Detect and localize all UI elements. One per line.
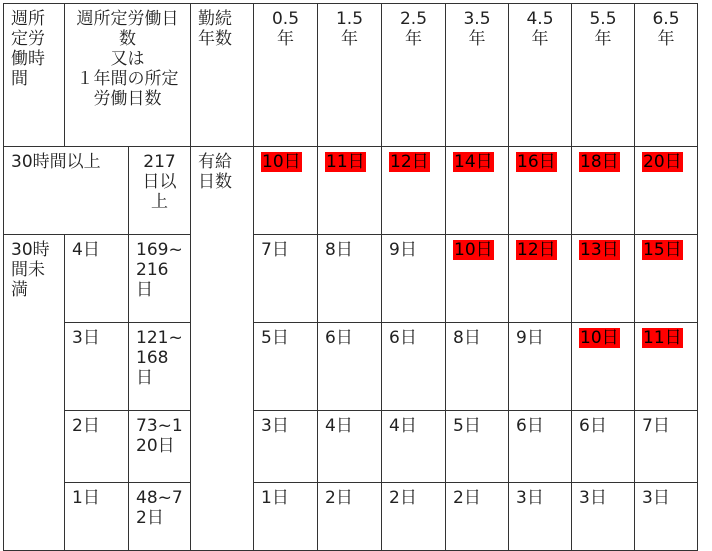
table-row: [4, 323, 698, 411]
header-year: 2.5 年: [382, 4, 446, 147]
cell-value: 7日: [635, 411, 698, 483]
cell-value: 12日: [382, 147, 446, 235]
cell-value: 6日: [318, 323, 382, 411]
cell-value: 3日: [572, 483, 635, 551]
cell-value: 13日: [572, 235, 635, 323]
weekly-days: 4日: [65, 235, 129, 323]
days-217plus: 217日以上: [129, 147, 191, 235]
header-years-label: 勤続年数: [191, 4, 254, 147]
annual-days: 48~72日: [129, 483, 191, 551]
annual-days: 73~120日: [129, 411, 191, 483]
header-year: 1.5 年: [318, 4, 382, 147]
paid-leave-table: [3, 3, 698, 551]
paid-days-label: 有給日数: [191, 147, 254, 551]
cell-value: 6日: [382, 323, 446, 411]
cell-value: 9日: [382, 235, 446, 323]
header-year: 6.5 年: [635, 4, 698, 147]
cell-value: 15日: [635, 235, 698, 323]
cell-value: 3日: [635, 483, 698, 551]
table-row: [4, 147, 698, 235]
hours-under30: 30時間未満: [4, 235, 65, 551]
table-row: [4, 483, 698, 551]
cell-value: 3日: [254, 411, 318, 483]
annual-days: 169~216日: [129, 235, 191, 323]
cell-value: 11日: [635, 323, 698, 411]
header-year: 0.5 年: [254, 4, 318, 147]
annual-days: 121~168日: [129, 323, 191, 411]
cell-value: 14日: [446, 147, 509, 235]
weekly-days: 2日: [65, 411, 129, 483]
cell-value: 7日: [254, 235, 318, 323]
cell-value: 10日: [572, 323, 635, 411]
cell-value: 10日: [446, 235, 509, 323]
weekly-days: 1日: [65, 483, 129, 551]
cell-value: 16日: [509, 147, 572, 235]
cell-value: 9日: [509, 323, 572, 411]
cell-value: 6日: [572, 411, 635, 483]
cell-value: 8日: [446, 323, 509, 411]
cell-value: 5日: [254, 323, 318, 411]
cell-value: 12日: [509, 235, 572, 323]
cell-value: 6日: [509, 411, 572, 483]
header-year: 3.5 年: [446, 4, 509, 147]
cell-value: 18日: [572, 147, 635, 235]
cell-value: 8日: [318, 235, 382, 323]
hours-30plus: 30時間以上: [4, 147, 129, 235]
cell-value: 20日: [635, 147, 698, 235]
cell-value: 11日: [318, 147, 382, 235]
header-weekly-days: 週所定労働日数 又は １年間の所定労働日数: [65, 4, 191, 147]
cell-value: 2日: [318, 483, 382, 551]
table-row: [4, 411, 698, 483]
header-weekly-hours: 週所定労働時間: [4, 4, 65, 147]
weekly-days: 3日: [65, 323, 129, 411]
cell-value: 3日: [509, 483, 572, 551]
cell-value: 4日: [318, 411, 382, 483]
header-year: 4.5 年: [509, 4, 572, 147]
cell-value: 10日: [254, 147, 318, 235]
cell-value: 2日: [446, 483, 509, 551]
table-row: [4, 235, 698, 323]
header-row: [4, 4, 698, 147]
cell-value: 1日: [254, 483, 318, 551]
cell-value: 2日: [382, 483, 446, 551]
cell-value: 4日: [382, 411, 446, 483]
header-year: 5.5 年: [572, 4, 635, 147]
cell-value: 5日: [446, 411, 509, 483]
